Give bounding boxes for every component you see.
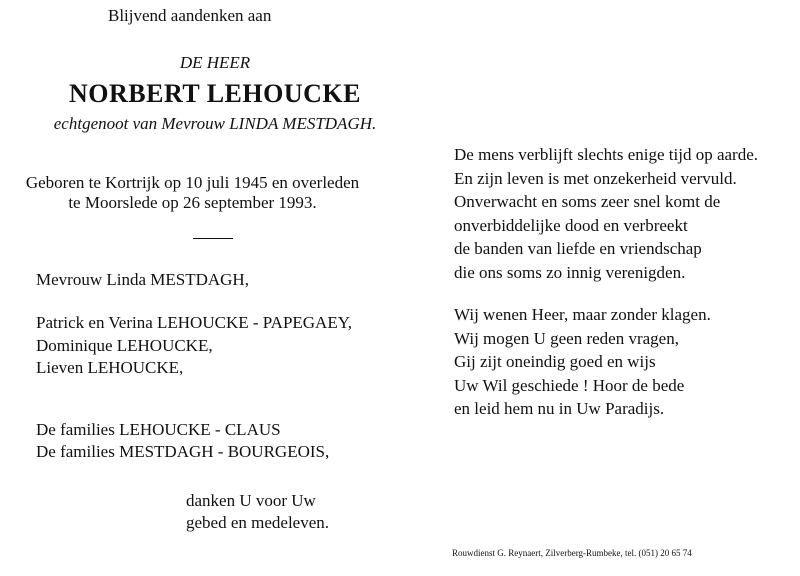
poem-line: Uw Wil geschiede ! Hoor de bede <box>454 375 685 395</box>
divider-line <box>193 238 233 239</box>
poem-line: die ons soms zo innig verenigden. <box>454 262 686 282</box>
poem-line: En zijn leven is met onzekerheid vervuld. <box>454 168 737 188</box>
child-line: Patrick en Verina LEHOUCKE - PAPEGAEY, <box>36 313 353 332</box>
family-line: De families LEHOUCKE - CLAUS <box>36 420 281 439</box>
birth-death-line-1: Geboren te Kortrijk op 10 juli 1945 en overleden <box>25 173 360 192</box>
poem-line: en leid hem nu in Uw Paradijs. <box>454 399 665 418</box>
widow-line: Mevrouw Linda MESTDAGH, <box>36 270 249 289</box>
child-line: Lieven LEHOUCKE, <box>36 358 184 377</box>
poem-line: de banden van liefde en vriendschap <box>454 239 702 258</box>
intro-text: Blijvend aandenken aan <box>108 6 272 25</box>
spouse-prefix: echtgenoot van Mevrouw <box>53 114 225 133</box>
thanks-line-2: gebed en medeleven. <box>186 513 330 532</box>
poem-line: Wij wenen Heer, maar zonder klagen. <box>454 305 711 324</box>
deceased-name: NORBERT LEHOUCKE <box>69 79 361 108</box>
birth-death-line-2: te Moorslede op 26 september 1993. <box>68 193 317 212</box>
poem-stanza-2 <box>454 303 711 421</box>
spouse-name: LINDA MESTDAGH. <box>229 114 377 133</box>
poem-line: De mens verblijft slechts enige tijd op aarde. <box>454 145 759 164</box>
poem-line: Wij mogen U geen reden vragen, <box>454 328 679 348</box>
title-text: DE HEER <box>179 53 251 72</box>
poem-line: onverbiddelijke dood en verbreekt <box>454 215 688 235</box>
thanks-line-1: danken U voor Uw <box>186 491 316 510</box>
printer-imprint: Rouwdienst G. Reynaert, Zilverberg-Rumbeke, tel. (051) 20 65 74 <box>452 548 692 558</box>
poem-stanza-1 <box>454 143 758 284</box>
poem-line: Onverwacht en soms zeer snel komt de <box>454 192 721 211</box>
family-line: De families MESTDAGH - BOURGEOIS, <box>36 442 330 461</box>
poem-line: Gij zijt oneindig goed en wijs <box>454 352 656 371</box>
child-line: Dominique LEHOUCKE, <box>36 336 213 355</box>
spouse-line <box>0 114 430 134</box>
